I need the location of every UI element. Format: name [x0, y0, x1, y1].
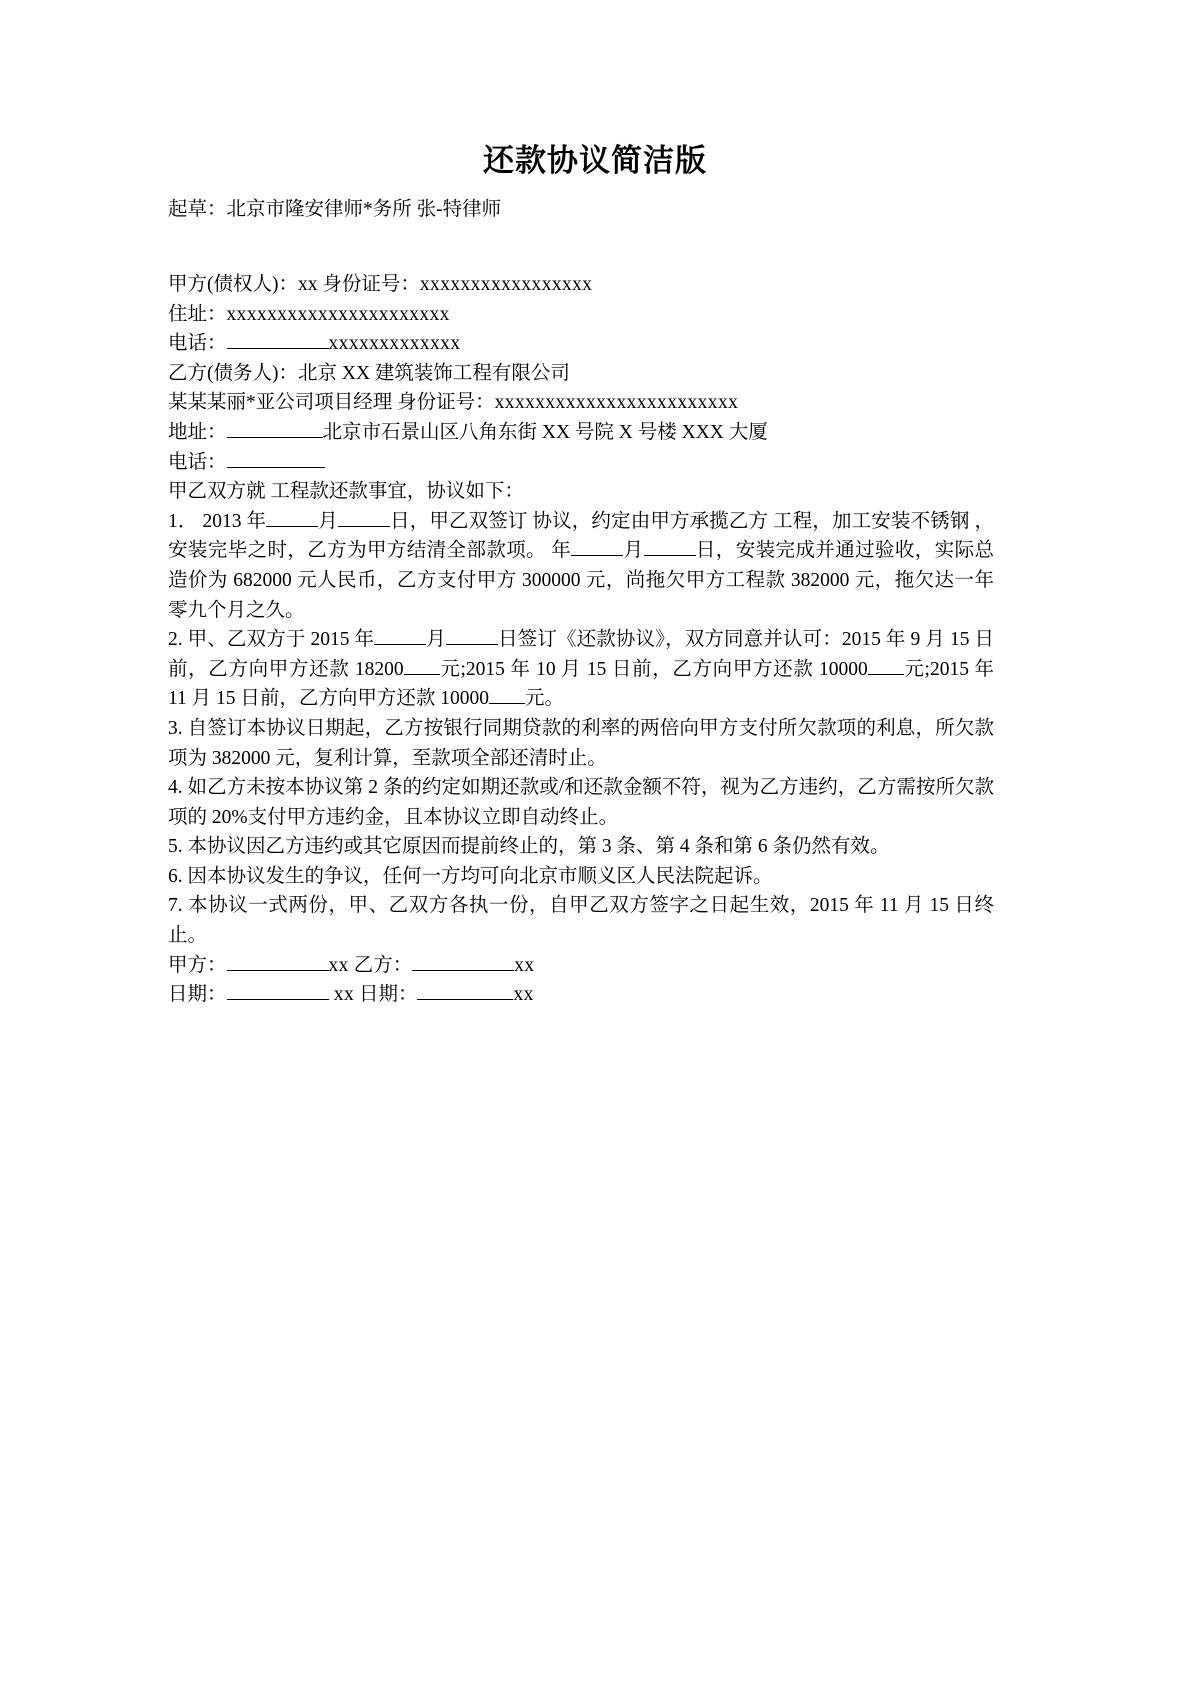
party-b-signature-label: 乙方：	[348, 954, 413, 976]
party-b-line	[168, 359, 994, 389]
party-b-address-blank[interactable]	[227, 418, 323, 438]
party-b-phone-line	[168, 448, 994, 478]
clause-1-part-b: 月	[318, 510, 338, 532]
party-a-address-line	[168, 300, 994, 330]
clause-2	[168, 625, 999, 714]
party-a-signature-value: xx	[328, 954, 349, 976]
clause-2-part-a: 2. 甲、乙双方于 2015 年	[168, 629, 375, 651]
clause-5: 5. 本协议因乙方违约或其它原因而提前终止的，第 3 条、第 4 条和第 6 条仍然有效。	[168, 836, 890, 858]
party-b-address-label: 地址：	[168, 421, 227, 443]
clause-2-part-d: 元;2015 年 10 月 15 日前，乙方向甲方还款 10000	[439, 658, 868, 680]
intro-line: 甲乙双方就 工程款还款事宜，协议如下：	[168, 481, 524, 503]
clause-2-part-b: 月	[426, 629, 446, 651]
clause-1-part-c: 日，甲乙双签订 协议，约定由甲方承揽乙方 工程，加工安装不锈钢 ，安装完毕之时，乙方为甲方结清全部款项。 年	[168, 510, 994, 562]
date-b-blank[interactable]	[417, 981, 513, 1001]
clause-1-month2-blank[interactable]	[571, 537, 623, 557]
party-a-signature-blank[interactable]	[227, 951, 329, 971]
date-a-value: xx	[328, 984, 355, 1006]
date-a-label: 日期：	[168, 984, 227, 1006]
party-a-id-label: 身份证号：	[317, 274, 420, 295]
clause-1-part-a: 1． 2013 年	[168, 510, 267, 532]
drafter-line: 起草：北京市隆安律师*务所 张-特律师	[168, 198, 502, 220]
party-b-person: 某某某丽*亚公司项目经理	[168, 392, 393, 414]
party-b-id-value: xxxxxxxxxxxxxxxxxxxxxxxx	[494, 392, 739, 414]
party-a-phone-label: 电话：	[168, 333, 227, 355]
party-b-id-label: 身份证号：	[392, 392, 495, 414]
party-a-address-value: xxxxxxxxxxxxxxxxxxxxxx	[226, 303, 450, 325]
page-title: 还款协议简洁版	[483, 143, 707, 178]
clause-6: 6. 因本协议发生的争议，任何一方均可向北京市顺义区人民法院起诉。	[168, 865, 773, 887]
party-a-signature-label: 甲方：	[168, 954, 227, 976]
party-a-phone-blank[interactable]	[227, 330, 329, 350]
date-a-blank[interactable]	[227, 981, 329, 1001]
document-body	[0, 270, 1190, 1010]
party-b-phone-blank[interactable]	[227, 448, 325, 468]
clause-1-part-d: 月	[623, 540, 644, 562]
party-a-phone-value: xxxxxxxxxxxxx	[328, 333, 461, 355]
date-b-label: 日期：	[354, 984, 418, 1006]
date-b-value: xx	[513, 984, 534, 1006]
clause-1-day-blank[interactable]	[338, 507, 390, 527]
party-a-id-value: xxxxxxxxxxxxxxxxx	[419, 274, 593, 295]
party-b-signature-blank[interactable]	[412, 951, 514, 971]
clause-2-part-c: 日签订《还款协议》，双方同意并认可：2015 年 9 月 15 日前，乙方向甲方还款 18200	[168, 629, 994, 680]
party-b-address-line	[168, 418, 994, 448]
party-b-name: 北京 XX 建筑装饰工程有限公司	[298, 362, 570, 384]
party-a-name: xx	[298, 274, 318, 295]
clause-1	[168, 507, 994, 625]
clause-4: 4. 如乙方未按本协议第 2 条的约定如期还款或/和还款金额不符，视为乙方违约，乙方需按所欠款项的 20%支付甲方违约金，且本协议立即自动终止。	[168, 777, 994, 828]
signature-dates-line	[168, 980, 994, 1010]
clause-1-part-e: 日，安装完成并通过验收，实际总造价为 682000 元人民币，乙方支付甲方 300000 元，尚拖欠甲方工程款 382000 元，拖欠达一年零九个月之久。	[168, 540, 994, 621]
party-b-address-value: 北京市石景山区八角东街 XX 号院 X 号楼 XXX 大厦	[322, 421, 768, 443]
party-a-phone-line	[168, 329, 994, 359]
clause-2-part-e: 元;2015 年 11 月 15 日前，乙方向甲方还款 10000	[168, 658, 999, 710]
clause-2-month-blank[interactable]	[374, 626, 426, 646]
clause-2-amount2-blank[interactable]	[868, 655, 904, 675]
clause-2-amount3-blank[interactable]	[489, 685, 525, 705]
clause-2-part-f: 元。	[525, 688, 565, 710]
party-b-signature-value: xx	[514, 954, 535, 976]
party-a-label: 甲方(债权人)：	[168, 274, 298, 295]
clause-1-month-blank[interactable]	[266, 507, 318, 527]
clause-7: 7. 本协议一式两份，甲、乙双方各执一份，自甲乙双方签字之日起生效，2015 年 11 月 15 日终止。	[168, 895, 994, 947]
party-a-address-label: 住址：	[168, 303, 227, 325]
signature-parties-line	[168, 951, 994, 981]
clause-1-day2-blank[interactable]	[644, 537, 696, 557]
clause-2-day-blank[interactable]	[446, 626, 498, 646]
party-b-person-line	[168, 388, 994, 418]
clause-2-amount1-blank[interactable]	[404, 655, 440, 675]
clause-3: 3. 自签订本协议日期起，乙方按银行同期贷款的利率的两倍向甲方支付所欠款项的利息，所欠款项为 382000 元，复利计算，至款项全部还清时止。	[168, 717, 994, 769]
party-a-line	[168, 270, 994, 300]
party-b-phone-label: 电话：	[168, 451, 227, 473]
party-b-label: 乙方(债务人)：	[168, 362, 298, 384]
